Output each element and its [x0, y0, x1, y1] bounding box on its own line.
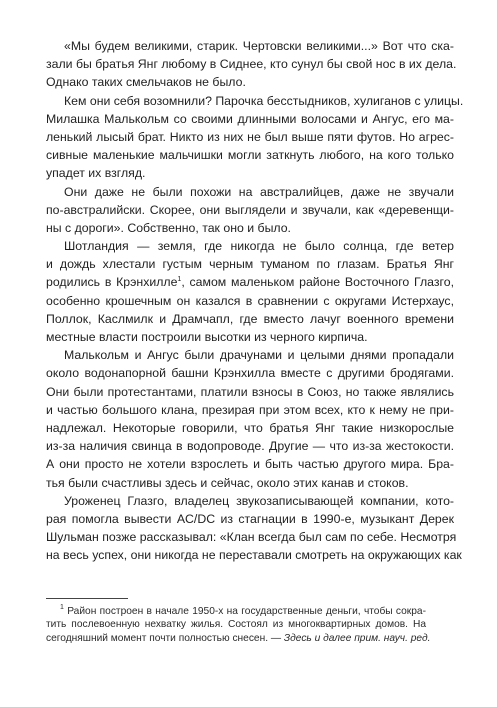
paragraph-1 [46, 37, 457, 92]
text-line: Милашка Малькольм со своими длинными волосами и Ангус, его ма- [46, 111, 454, 126]
text-line: тья были счастливы здесь и сейчас, около этих канав и стоков. [46, 475, 409, 490]
text-line: и частью большого клана, презирая при этом всех, кто к нему не при- [46, 402, 454, 417]
footnote-marker: 1 [60, 604, 64, 611]
paragraph-6 [46, 492, 462, 565]
text-line: ленький лысый брат. Никто из них не был выше пяти футов. Но агрес- [46, 129, 454, 144]
text-line: зали бы братья Янг любому в Сиднее, кто сунул бы свой нос в их дела. [46, 57, 457, 72]
text-line: рая помогла вывести AC/DC из стагнации в 1990-е, музыкант Дерек [46, 511, 454, 526]
text-line: «Мы будем великими, старик. Чертовски великими...» Вот что ска- [64, 39, 454, 53]
footnote-line [46, 632, 431, 645]
paragraph-3 [46, 183, 454, 238]
text-line: Они даже не были похожи на австралийцев, даже не звучали [64, 184, 454, 199]
paragraph-2 [46, 92, 464, 183]
text-line: местные власти построили высотки из черного кирпича. [46, 330, 368, 344]
text-line: Уроженец Глазго, владелец звукозаписывающей компании, кото- [64, 493, 454, 508]
text-line: и дождь хлестали густым черным туманом по глазам. Братья Янг [46, 257, 454, 272]
text-fragment: родились в Крэнхилле [46, 275, 178, 290]
footnote-line [46, 605, 426, 618]
text-line: около водонапорной башни Крэнхилла вместе с другими бродягами. [46, 366, 454, 381]
text-line-with-footnote-ref [46, 273, 454, 291]
text-line: на весь успех, они никогда не переставали смотреть на окружающих как [46, 548, 462, 563]
text-line: Шульман позже рассказывал: «Клан всегда был сам по себе. Несмотря [46, 530, 457, 545]
footnote-line: тить послевоенную нехватку жилья. Состоял из многоквартирных домов. На [46, 619, 426, 631]
text-line: Поллок, Каслмилк и Драмчапл, где вместо лачуг военного времени [46, 311, 454, 326]
text-line: надлежал. Некоторые говорили, что братья Янг такие низкорослые [46, 420, 454, 435]
text-line: по-австралийски. Скорее, они выглядели и звучали, как «деревенщи- [46, 202, 454, 217]
main-text [46, 37, 464, 564]
text-line: ны с дороги». Собственно, так оно и было. [46, 220, 291, 235]
footnote-divider [46, 598, 128, 599]
text-line: сивные маленькие мальчишки могли заткнуть любого, на кого только [46, 148, 454, 163]
text-line: особенно крошечным он казался в сравнении с округами Истерхаус, [46, 293, 454, 308]
footnote [46, 604, 431, 645]
footnote-reference: 1 [177, 276, 182, 284]
text-fragment: сегодняшний момент почти полностью снесен. — [46, 632, 284, 644]
text-line: Шотландия — земля, где никогда не было солнца, где ветер [64, 239, 454, 254]
text-line: из-за наличия свинца в водопроводе. Другие — что из-за жестокости. [46, 439, 454, 454]
text-line: Однако таких смельчаков не было. [46, 75, 246, 90]
text-line: Малькольм и Ангус были драчунами и целыми днями пропадали [64, 348, 454, 363]
text-fragment: , самом маленьком районе Восточного Глазго, [181, 275, 454, 290]
text-line: Кем они себя возомнили? Парочка бесстыдников, хулиганов с улицы. [64, 93, 464, 108]
text-line: упадет их взгляд. [46, 166, 146, 181]
text-fragment: Район построен в начале 1950-х на государственные деньги, чтобы сокра- [63, 606, 426, 617]
paragraph-5 [46, 346, 454, 492]
editor-note: Здесь и далее прим. науч. ред. [283, 632, 431, 644]
paragraph-4 [46, 237, 454, 346]
text-line: Они были протестантами, платили взносы в Союз, но также являлись [46, 384, 454, 399]
text-line: А они просто не хотели взрослеть и быть частью другого мира. Бра- [46, 457, 454, 472]
